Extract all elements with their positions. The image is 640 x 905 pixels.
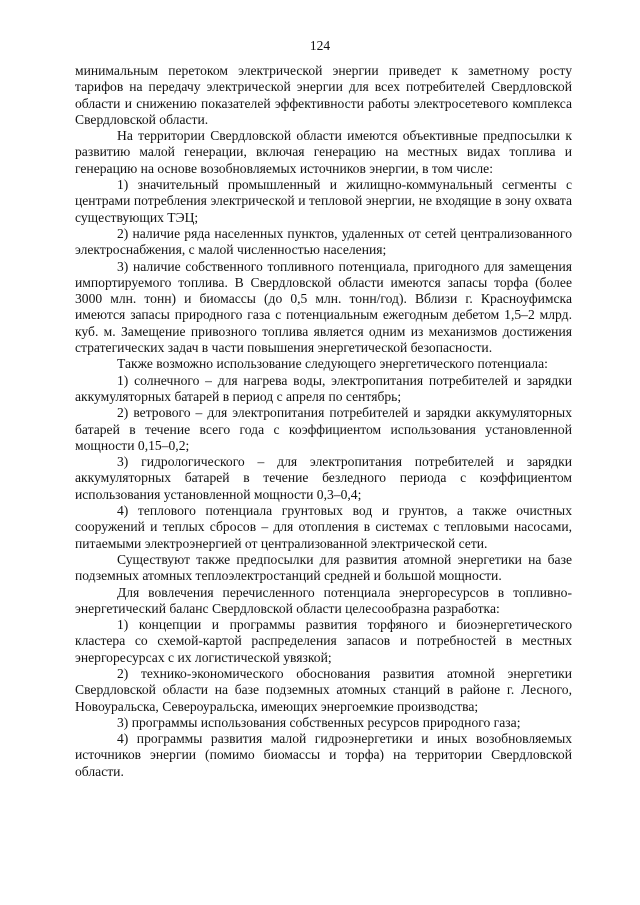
paragraph-small-generation-intro: На территории Свердловской области имеются объективные предпосылки к развитию малой генерации, включая генерацию на местных видах топлива и генерацию на основе возобновляемых источников энергии, в том числе: [75, 128, 572, 176]
list-item: 2) наличие ряда населенных пунктов, удаленных от сетей централизованного электроснабжения, с малой численностью населения; [75, 225, 572, 258]
paragraph-nuclear-prerequisites: Существуют также предпосылки для развития атомной энергетики на базе подземных атомных теплоэлектростанций средней и большой мощности. [75, 551, 572, 584]
list-item: 1) концепции и программы развития торфяного и биоэнергетического кластера со схемой-картой распределения запасов и потребностей в местных энергоресурсах с их логистической увязкой; [75, 617, 572, 665]
list-item: 3) гидрологического – для электропитания потребителей и зарядки аккумуляторных батарей в течение безледного периода с коэффициентом использования установленной мощности 0,3–0,4; [75, 454, 572, 502]
list-item: 1) значительный промышленный и жилищно-коммунальный сегменты с центрами потребления электрической и тепловой энергии, не входящие в зону охвата существующих ТЭЦ; [75, 177, 572, 225]
document-body [75, 63, 572, 780]
list-item: 2) технико-экономического обоснования развития атомной энергетики Свердловской области на базе подземных атомных станций в районе г. Лесного, Новоуральска, Североуральска, имеющих энергоемкие производства; [75, 665, 572, 714]
paragraph-development-intro: Для вовлечения перечисленного потенциала энергоресурсов в топливно-энергетический баланс Свердловской области целесообразна разработка: [75, 584, 572, 616]
list-item: 4) теплового потенциала грунтовых вод и грунтов, а также очистных сооружений и теплых сбросов – для отопления в системах с тепловыми насосами, питаемыми электроэнергией от централизованной электрической сети. [75, 503, 572, 551]
list-item: 3) наличие собственного топливного потенциала, пригодного для замещения импортируемого топлива. В Свердловской области имеются запасы торфа (более 3000 млн. тонн) и биомассы (до 0,5 млн. тонн/год). Вблизи г. Красноуфимска имеются запасы природного газа с потенциальным ежегодным дебетом 1,5–2 млрд. куб. м. Замещение привозного топлива является одним из механизмов достижения стратегических задач в части повышения энергетической безопасности. [75, 258, 572, 356]
paragraph-energy-potential-intro: Также возможно использование следующего энергетического потенциала: [117, 356, 548, 372]
list-item: 4) программы развития малой гидроэнергетики и иных возобновляемых источников энергии (помимо биомассы и торфа) на территории Свердловской области. [75, 731, 572, 779]
list-item: 2) ветрового – для электропитания потребителей и зарядки аккумуляторных батарей в течение всего года с коэффициентом использования установленной мощности 0,15–0,2; [75, 405, 572, 453]
list-item: 1) солнечного – для нагрева воды, электропитания потребителей и зарядки аккумуляторных батарей в период с апреля по сентябрь; [75, 372, 572, 404]
page-number: 124 [309, 38, 331, 53]
paragraph-continuation: минимальным перетоком электрической энергии приведет к заметному росту тарифов на передачу электрической энергии для всех потребителей Свердловской области и снижению показателей эффективности работы электросетевого комплекса Свердловской области. [75, 63, 572, 127]
list-item: 3) программы использования собственных ресурсов природного газа; [117, 714, 521, 730]
